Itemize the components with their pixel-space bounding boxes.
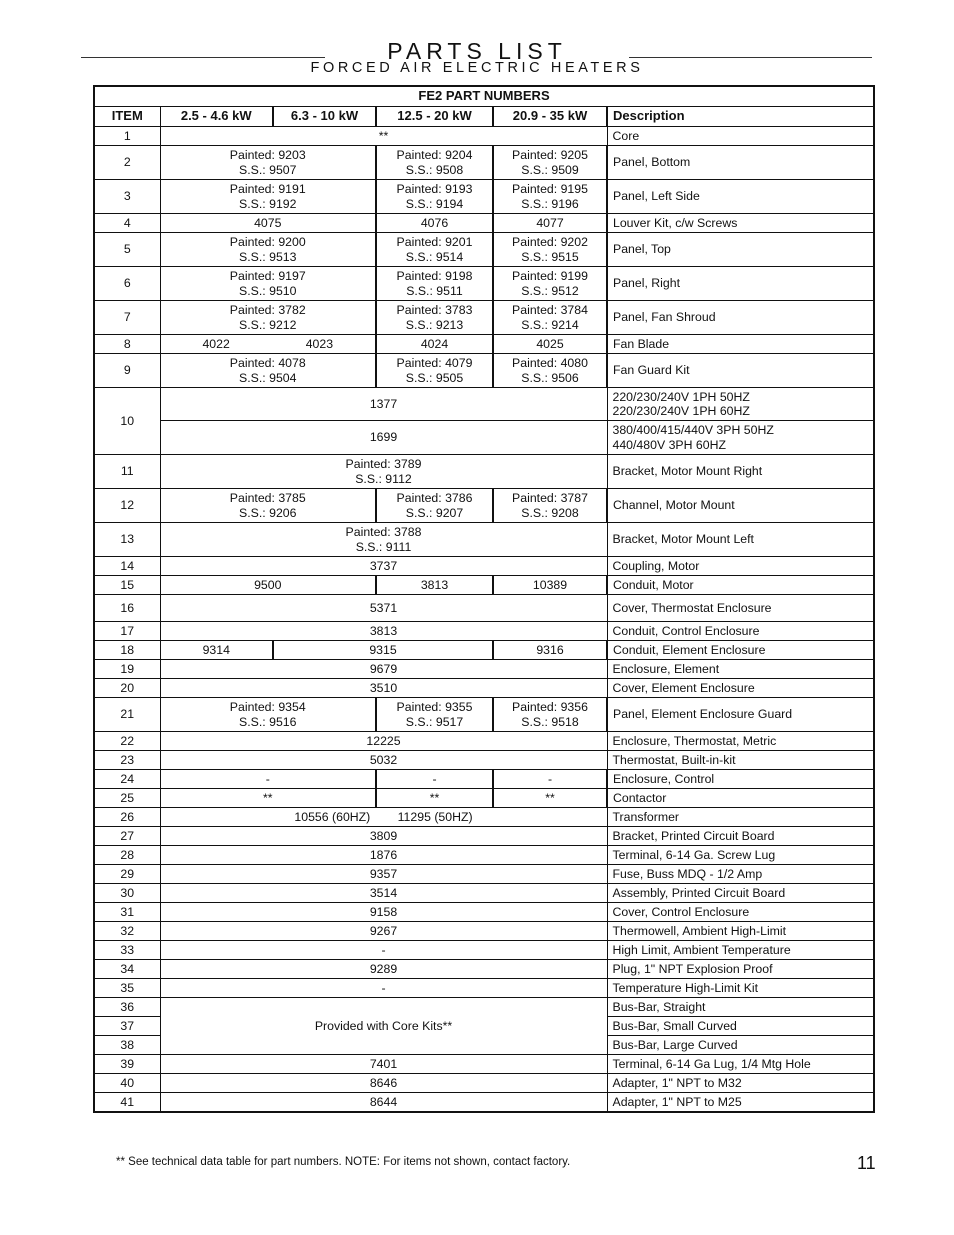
item-number: 20 [94,679,160,698]
part-number: 4075 [160,214,376,233]
item-number: 15 [94,576,160,595]
item-number: 17 [94,622,160,641]
col-header-12-5kw: 12.5 - 20 kW [376,107,493,127]
table-row [94,180,874,214]
table-row [94,1074,874,1093]
part-number: Painted: 9202 S.S.: 9515 [493,233,607,267]
part-number: Painted: 9200 S.S.: 9513 [160,233,376,267]
table-row [94,922,874,941]
part-number: 9315 [273,641,493,660]
part-number: Painted: 3782 S.S.: 9212 [160,301,376,335]
table-row [94,698,874,732]
item-number: 30 [94,884,160,903]
item-number: 35 [94,979,160,998]
description: Enclosure, Control [607,770,874,789]
part-number: Painted: 9355 S.S.: 9517 [376,698,493,732]
table-row [94,127,874,146]
table-row [94,751,874,770]
part-number: Painted: 3789 S.S.: 9112 [160,455,607,489]
part-number: Painted: 9203 S.S.: 9507 [160,146,376,180]
table-row [94,941,874,960]
table-row [94,335,874,354]
part-number: Painted: 9201 S.S.: 9514 [376,233,493,267]
table-row [94,979,874,998]
description: 220/230/240V 1PH 50HZ 220/230/240V 1PH 60HZ [607,388,874,421]
part-number: Painted: 9193 S.S.: 9194 [376,180,493,214]
part-number: 1377 [160,388,607,421]
description: Panel, Fan Shroud [607,301,874,335]
table-group-header-row [94,86,874,107]
item-number: 39 [94,1055,160,1074]
table-row [94,827,874,846]
table-row [94,808,874,827]
item-number: 40 [94,1074,160,1093]
description: Adapter, 1" NPT to M25 [607,1093,874,1112]
item-number: 12 [94,489,160,523]
table-row [94,523,874,557]
description: Contactor [607,789,874,808]
part-number: 3813 [160,622,607,641]
part-number: Painted: 3788 S.S.: 9111 [160,523,607,557]
item-number: 31 [94,903,160,922]
description: Bracket, Motor Mount Right [607,455,874,489]
description: Assembly, Printed Circuit Board [607,884,874,903]
table-row [94,489,874,523]
item-number: 32 [94,922,160,941]
table-row [94,998,874,1017]
description: Panel, Left Side [607,180,874,214]
item-number: 23 [94,751,160,770]
part-number: 3514 [160,884,607,903]
description: Fan Guard Kit [607,354,874,388]
description: Conduit, Element Enclosure [607,641,874,660]
part-number: ** [160,789,376,808]
part-number: - [160,941,607,960]
description: Temperature High-Limit Kit [607,979,874,998]
part-number: Painted: 9199 S.S.: 9512 [493,267,607,301]
table-row [94,732,874,751]
part-number: 9267 [160,922,607,941]
item-number: 1 [94,127,160,146]
col-header-2-5kw: 2.5 - 4.6 kW [160,107,273,127]
item-number: 24 [94,770,160,789]
item-number: 3 [94,180,160,214]
table-row [94,595,874,622]
part-number: 12225 [160,732,607,751]
item-number: 9 [94,354,160,388]
item-number: 34 [94,960,160,979]
description: Enclosure, Thermostat, Metric [607,732,874,751]
part-number: Painted: 3786 S.S.: 9207 [376,489,493,523]
description: Coupling, Motor [607,557,874,576]
table-row [94,622,874,641]
part-number: 1699 [160,421,607,455]
item-number: 5 [94,233,160,267]
part-number: - [493,770,607,789]
item-number: 36 [94,998,160,1017]
item-number: 2 [94,146,160,180]
description: Transformer [607,808,874,827]
part-number: Painted: 9198 S.S.: 9511 [376,267,493,301]
item-number: 21 [94,698,160,732]
table-row [94,146,874,180]
part-number: ** [493,789,607,808]
item-number: 28 [94,846,160,865]
item-number: 38 [94,1036,160,1055]
part-number: - [160,770,376,789]
part-number: Painted: 9205 S.S.: 9509 [493,146,607,180]
part-number: 9500 [160,576,376,595]
description: Enclosure, Element [607,660,874,679]
table-row [94,884,874,903]
description: Bus-Bar, Large Curved [607,1036,874,1055]
part-number: - [376,770,493,789]
part-number: 5032 [160,751,607,770]
col-header-20-9kw: 20.9 - 35 kW [493,107,607,127]
description: Fuse, Buss MDQ - 1/2 Amp [607,865,874,884]
part-number: Painted: 9356 S.S.: 9518 [493,698,607,732]
item-number: 29 [94,865,160,884]
part-number: Painted: 9354 S.S.: 9516 [160,698,376,732]
description: Louver Kit, c/w Screws [607,214,874,233]
part-number: 9316 [493,641,607,660]
col-header-item: ITEM [94,107,160,127]
part-number: 3813 [376,576,493,595]
description: Conduit, Control Enclosure [607,622,874,641]
item-number: 8 [94,335,160,354]
table-row [94,846,874,865]
item-number: 26 [94,808,160,827]
item-number: 18 [94,641,160,660]
part-number: 8644 [160,1093,607,1112]
description: Terminal, 6-14 Ga. Screw Lug [607,846,874,865]
description: Core [607,127,874,146]
table-row [94,557,874,576]
page-subtitle: FORCED AIR ELECTRIC HEATERS [310,60,644,76]
description: Terminal, 6-14 Ga Lug, 1/4 Mtg Hole [607,1055,874,1074]
item-number: 19 [94,660,160,679]
table-row [94,1055,874,1074]
table-row [94,770,874,789]
part-number: 9357 [160,865,607,884]
item-number: 14 [94,557,160,576]
table-row [94,903,874,922]
table-row [94,233,874,267]
part-number: ** [160,127,607,146]
item-number: 27 [94,827,160,846]
part-number: Painted: 4080 S.S.: 9506 [493,354,607,388]
description: Cover, Thermostat Enclosure [607,595,874,622]
part-number: 9289 [160,960,607,979]
table-row [94,679,874,698]
table-row [94,576,874,595]
part-number: 4024 [376,335,493,354]
part-number: 9314 [160,641,273,660]
part-number: 4077 [493,214,607,233]
table-row [94,960,874,979]
description: Bracket, Printed Circuit Board [607,827,874,846]
part-number: 10389 [493,576,607,595]
item-number: 37 [94,1017,160,1036]
table-row [94,789,874,808]
part-number: 3809 [160,827,607,846]
item-number: 4 [94,214,160,233]
table-row [94,865,874,884]
description: Cover, Control Enclosure [607,903,874,922]
part-number: Painted: 9191 S.S.: 9192 [160,180,376,214]
description: High Limit, Ambient Temperature [607,941,874,960]
part-number: Painted: 9197 S.S.: 9510 [160,267,376,301]
description: Channel, Motor Mount [607,489,874,523]
item-number: 10 [94,388,160,455]
part-number: 4076 [376,214,493,233]
description: Thermostat, Built-in-kit [607,751,874,770]
item-number: 25 [94,789,160,808]
description: Fan Blade [607,335,874,354]
part-number: Painted: 9195 S.S.: 9196 [493,180,607,214]
part-number: Painted: 4078 S.S.: 9504 [160,354,376,388]
description: Panel, Right [607,267,874,301]
item-number: 6 [94,267,160,301]
description: Bus-Bar, Straight [607,998,874,1017]
description: Bus-Bar, Small Curved [607,1017,874,1036]
part-number: 3510 [160,679,607,698]
table-row [94,1093,874,1112]
table-row [94,267,874,301]
description: Panel, Top [607,233,874,267]
part-number: Painted: 3783 S.S.: 9213 [376,301,493,335]
description: Thermowell, Ambient High-Limit [607,922,874,941]
description: Bracket, Motor Mount Left [607,523,874,557]
part-number: 8646 [160,1074,607,1093]
table-row [94,214,874,233]
description: Conduit, Motor [607,576,874,595]
table-header-row [94,107,874,127]
item-number: 11 [94,455,160,489]
description: Cover, Element Enclosure [607,679,874,698]
table-row [94,388,874,421]
page-title: PARTS LIST [387,38,567,64]
part-number: - [160,979,607,998]
part-number: Painted: 3784 S.S.: 9214 [493,301,607,335]
part-number: 3737 [160,557,607,576]
group-header: FE2 PART NUMBERS [94,86,874,107]
part-number: Painted: 3785 S.S.: 9206 [160,489,376,523]
part-number: 1876 [160,846,607,865]
part-number: Painted: 4079 S.S.: 9505 [376,354,493,388]
description: Adapter, 1" NPT to M32 [607,1074,874,1093]
table-row [94,301,874,335]
col-header-description: Description [607,107,874,127]
footnote: ** See technical data table for part numbers. NOTE: For items not shown, contact factory. [116,1156,571,1168]
table-row [94,660,874,679]
table-row [94,421,874,455]
table-row [94,455,874,489]
part-number: 4025 [493,335,607,354]
description: 380/400/415/440V 3PH 50HZ 440/480V 3PH 60HZ [607,421,874,455]
item-number: 41 [94,1093,160,1112]
part-number: 7401 [160,1055,607,1074]
description: Plug, 1" NPT Explosion Proof [607,960,874,979]
part-number: 10556 (60HZ) 11295 (50HZ) [160,808,607,827]
item-number: 22 [94,732,160,751]
part-number: 9158 [160,903,607,922]
part-number: 9679 [160,660,607,679]
item-number: 33 [94,941,160,960]
description: Panel, Element Enclosure Guard [607,698,874,732]
item-number: 13 [94,523,160,557]
item-number: 7 [94,301,160,335]
description: Panel, Bottom [607,146,874,180]
part-number: Painted: 3787 S.S.: 9208 [493,489,607,523]
parts-table [93,85,875,1113]
part-number: 5371 [160,595,607,622]
item-number: 16 [94,595,160,622]
part-number: 4022 4023 [160,335,376,354]
part-number: Provided with Core Kits** [160,998,607,1055]
part-number: ** [376,789,493,808]
col-header-6-3kw: 6.3 - 10 kW [273,107,376,127]
table-row [94,641,874,660]
part-number: Painted: 9204 S.S.: 9508 [376,146,493,180]
table-row [94,354,874,388]
page-number: 11 [857,1153,876,1173]
